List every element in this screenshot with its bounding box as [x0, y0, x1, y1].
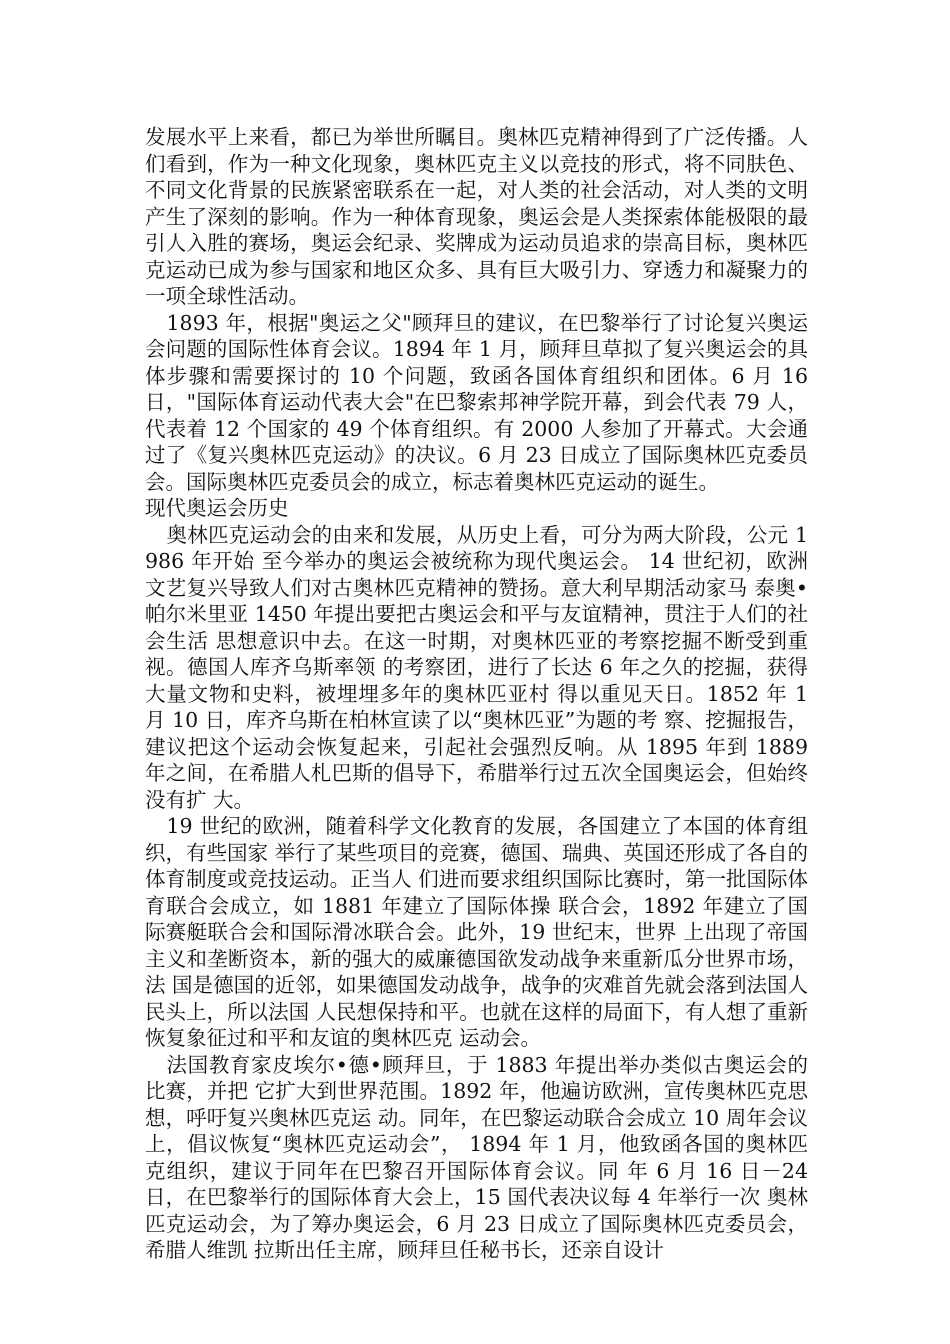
paragraph-origin-development: 奥林匹克运动会的由来和发展，从历史上看，可分为两大阶段，公元 1986 年开始 至今举办的奥运会被统称为现代奥运会。 14 世纪初，欧洲文艺复兴导致人们对古奥林匹克精神的赞扬。意大利早期活动家马 泰奥•帕尔米里亚 1450 年提出要把古奥运会和平与友谊精神，贯注于人们的社会生活 思想意识中去。在这一时期，对奥林匹亚的考察挖掘不断受到重视。德国人库齐乌斯率领 的考察团，进行了长达 6 年之久的挖掘，获得大量文物和史料，被埋埋多年的奥林匹亚村 得以重见天日。1852 年 1 月 10 日，库齐乌斯在柏林宣读了以“奥林匹亚”为题的考 察、挖掘报告，建议把这个运动会恢复起来，引起社会强烈反响。从 1895 年到 1889 年之间，在希腊人札巴斯的倡导下，希腊举行过五次全国奥运会，但始终没有扩 大。 [145, 522, 808, 812]
paragraph-1893-congress: 1893 年，根据"奥运之父"顾拜旦的建议，在巴黎举行了讨论复兴奥运会问题的国际性体育会议。1894 年 1 月，顾拜旦草拟了复兴奥运会的具体步骤和需要探讨的 10 个问题，致函各国体育组织和团体。6 月 16 日，"国际体育运动代表大会"在巴黎索邦神学院开幕，到会代表 79 人，代表着 12 个国家的 49 个体育组织。有 2000 人参加了开幕式。大会通过了《复兴奥林匹克运动》的决议。6 月 23 日成立了国际奥林匹克委员会。国际奥林匹克委员会的成立，标志着奥林匹克运动的诞生。 [145, 310, 808, 494]
section-heading-modern-olympics-history: 现代奥运会历史 [145, 496, 289, 520]
paragraph-coubertin: 法国教育家皮埃尔•德•顾拜旦，于 1883 年提出举办类似古奥运会的比赛，并把 它扩大到世界范围。1892 年，他遍访欧洲，宣传奥林匹克思想，呼吁复兴奥林匹克运 动。同年，在巴黎运动联合会成立 10 周年会议上，倡议恢复“奥林匹克运动会”， 1894 年 1 月，他致函各国的奥林匹克组织，建议于同年在巴黎召开国际体育会议。同 年 6 月 16 日－24 日，在巴黎举行的国际体育大会上，15 国代表决议每 4 年举行一次 奥林匹克运动会，为了筹办奥运会，6 月 23 日成立了国际奥林匹克委员会，希腊人维凯 拉斯出任主席，顾拜旦任秘书长，还亲自设计 [145, 1052, 808, 1262]
paragraph-19th-century-europe: 19 世纪的欧洲，随着科学文化教育的发展，各国建立了本国的体育组织，有些国家 举行了某些项目的竞赛，德国、瑞典、英国还形成了各自的体育制度或竞技运动。正当人 们进而要求组织国际比赛时，第一批国际体育联合会成立，如 1881 年建立了国际体操 联合会，1892 年建立了国际赛艇联合会和国际滑冰联合会。此外，19 世纪末，世界 上出现了帝国主义和垄断资本，新的强大的威廉德国欲发动战争来重新瓜分世界市场，法 国是德国的近邻，如果德国发动战争，战争的灾难首先就会落到法国人民头上，所以法国 人民想保持和平。也就在这样的局面下，有人想了重新恢复象征过和平和友谊的奥林匹克 运动会。 [145, 814, 808, 1050]
paragraph-olympic-spirit: 发展水平上来看，都已为举世所瞩目。奥林匹克精神得到了广泛传播。人们看到，作为一种文化现象，奥林匹克主义以竞技的形式，将不同肤色、不同文化背景的民族紧密联系在一起，对人类的社会活动，对人类的文明产生了深刻的影响。作为一种体育现象，奥运会是人类探索体能极限的最引人入胜的赛场，奥运会纪录、奖牌成为运动员追求的崇高目标，奥林匹克运动已成为参与国家和地区众多、具有巨大吸引力、穿透力和凝聚力的一项全球性活动。 [145, 125, 808, 308]
document-body [145, 124, 808, 1264]
